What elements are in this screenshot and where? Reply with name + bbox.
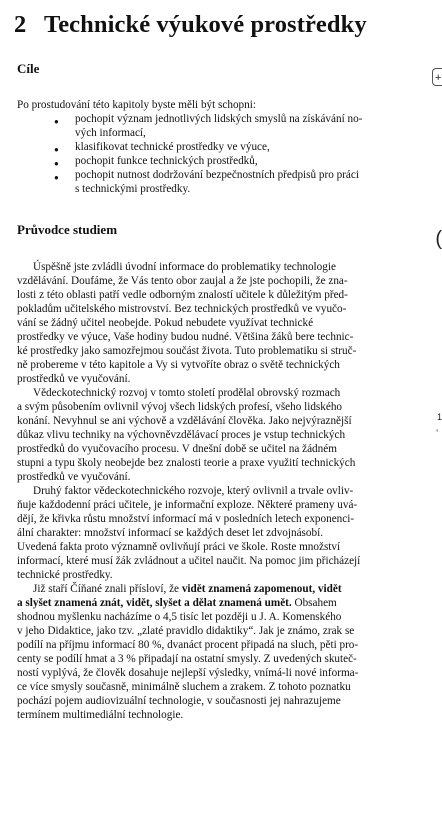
paragraph-line: prostředků do vyučovacího procesu. V dnešní době se učitel na žádném — [17, 443, 337, 455]
paragraph-line: ně probereme v této kapitole a Vy si vytvoříte obraz o světě technických — [17, 359, 340, 371]
proverb-bold-1: vidět znamená zapomenout, vidět — [181, 583, 342, 595]
study-guide-paragraph — [17, 260, 421, 386]
paragraph-line: Úspěšně jste zvládli úvodní informace do problematiky technologie — [33, 261, 336, 273]
paragraph-line: prostředků ve vyučování. — [17, 373, 131, 385]
proverb-bold-2: a slyšet znamená znát, vidět, slyšet a dělat znamená umět. — [17, 597, 292, 609]
goal-item — [52, 154, 422, 168]
paragraph-line: losti z této oblasti patří vedle odborným znalostí učitele k důležitým před- — [17, 289, 348, 301]
goal-item-line: pochopit význam jednotlivých lidských smyslů na získávání no- — [75, 113, 363, 125]
paragraph-line: Vědeckotechnický rozvoj v tomto století prodělal obrovský rozmach — [33, 387, 341, 399]
goal-item — [52, 168, 422, 196]
paragraph-line: shodnou myšlenku nacházíme o 4,5 tisíc let později u J. A. Komenského — [17, 611, 342, 623]
paragraph-line: termínem multimediální technologie. — [17, 709, 184, 721]
margin-mark: 1 — [436, 412, 442, 422]
paragraph-line: Druhý faktor vědeckotechnického rozvoje, který ovlivnil a trvale ovliv- — [33, 485, 354, 497]
paragraph-line: Uvedená fakta proto významně ovlivňují práci ve škole. Roste množství — [17, 541, 341, 553]
goal-item-line: pochopit nutnost dodržování bezpečnostních předpisů pro práci — [75, 169, 359, 181]
margin-mark-tick: ' — [436, 428, 438, 438]
bullet-icon: ● — [54, 173, 59, 182]
goal-item — [52, 112, 422, 140]
goals-intro: Po prostudování této kapitoly byste měli být schopni: — [17, 99, 256, 111]
bullet-icon: ● — [54, 145, 59, 154]
paragraph-line: prostředky ve výuce, Vaše hodiny budou nudné. Většina žáků bere technic- — [17, 331, 354, 343]
body-paragraph-1 — [17, 386, 422, 484]
p3-line2-text: Obsahem — [291, 597, 337, 609]
paragraph-line: informací, které musí žák zvládnout a učitel naučit. Na pomoc jim přicházejí — [17, 555, 361, 567]
paragraph-line: prostředků ve vyučování. — [17, 471, 131, 483]
paragraph-line: dějí, že křivka růstu množství informací má v posledních letech exponenci- — [17, 513, 355, 525]
paragraph-line: pokladům učitelského mistrovství. Bez technických prostředků ve vyučo- — [17, 303, 347, 315]
goal-item-line: s technickými prostředky. — [75, 183, 191, 195]
study-guide-heading: Průvodce studiem — [17, 222, 118, 237]
bullet-icon: ● — [54, 159, 59, 168]
p3-line1-text: Již staří Číňané znali přísloví, že — [33, 583, 182, 595]
paragraph-line: pochází pojem audiovizuální technologie, v současnosti jej nahrazujeme — [17, 695, 341, 707]
goal-item-line: pochopit funkce technických prostředků, — [75, 155, 258, 167]
chapter-title-text: Technické výukové prostředky — [44, 11, 367, 38]
margin-icon-paren: ( — [435, 228, 442, 250]
paragraph-line: ce více smysly současně, minimálně sluchem a zrakem. Z tohoto poznatku — [17, 681, 351, 693]
paragraph-line: důkaz vlivu techniky na výchovněvzdělávací proces je vstup technických — [17, 429, 346, 441]
goals-list — [52, 112, 422, 196]
paragraph-line — [17, 582, 422, 596]
chapter-title — [14, 11, 367, 39]
paragraph-line: ké prostředky jako samozřejmou součást života. Tuto problematiku si struč- — [17, 345, 357, 357]
goal-item — [52, 140, 422, 154]
paragraph-line: stupni a typu školy neobejde bez znalosti teorie a praxe využití technických — [17, 457, 356, 469]
body-paragraph-2 — [17, 484, 422, 582]
goals-heading: Cíle — [17, 61, 40, 76]
paragraph-line: ňuje každodenní práci učitele, je informační exploze. Některé prameny uvá- — [17, 499, 358, 511]
bullet-icon: ● — [54, 117, 59, 126]
paragraph-line: ností vyplývá, že člověk dosahuje nejlepší výsledky, vnímá-li nové informa- — [17, 667, 359, 679]
body-paragraph-3 — [17, 582, 422, 722]
goal-item-line: vých informací, — [75, 127, 146, 139]
paragraph-line: vzdělávání. Doufáme, že Vás tento obor zaujal a že jste pochopili, že zna- — [17, 275, 348, 287]
paragraph-line: technické prostředky. — [17, 569, 113, 581]
goal-item-line: klasifikovat technické prostředky ve výuce, — [75, 141, 270, 153]
paragraph-line: v jeho Didaktice, jako tzv. „zlaté pravidlo didaktiky“. Jak je známo, zrak se — [17, 625, 355, 637]
paragraph-line: ální charakter: množství informací se každých deset let zdvojnásobí. — [17, 527, 323, 539]
chapter-number: 2 — [14, 11, 27, 38]
paragraph-line — [17, 596, 422, 610]
paragraph-line: vání se žádný učitel neobejde. Pokud nebudete využívat technické — [17, 317, 314, 329]
paragraph-line: konání. Nevyhnul se ani výchově a vzdělávání člověka. Jako nejvýraznější — [17, 415, 352, 427]
margin-icon-box: + — [432, 68, 442, 86]
paragraph-line: a svým působením ovlivnil vývoj všech lidských profesí, všeho lidského — [17, 401, 343, 413]
paragraph-line: podílí na příjmu informací 80 %, dvanáct procent připadá na sluch, pěti pro- — [17, 639, 359, 651]
paragraph-line: centy se podílí hmat a 3 % připadají na ostatní smysly. Z uvedených skuteč- — [17, 653, 357, 665]
